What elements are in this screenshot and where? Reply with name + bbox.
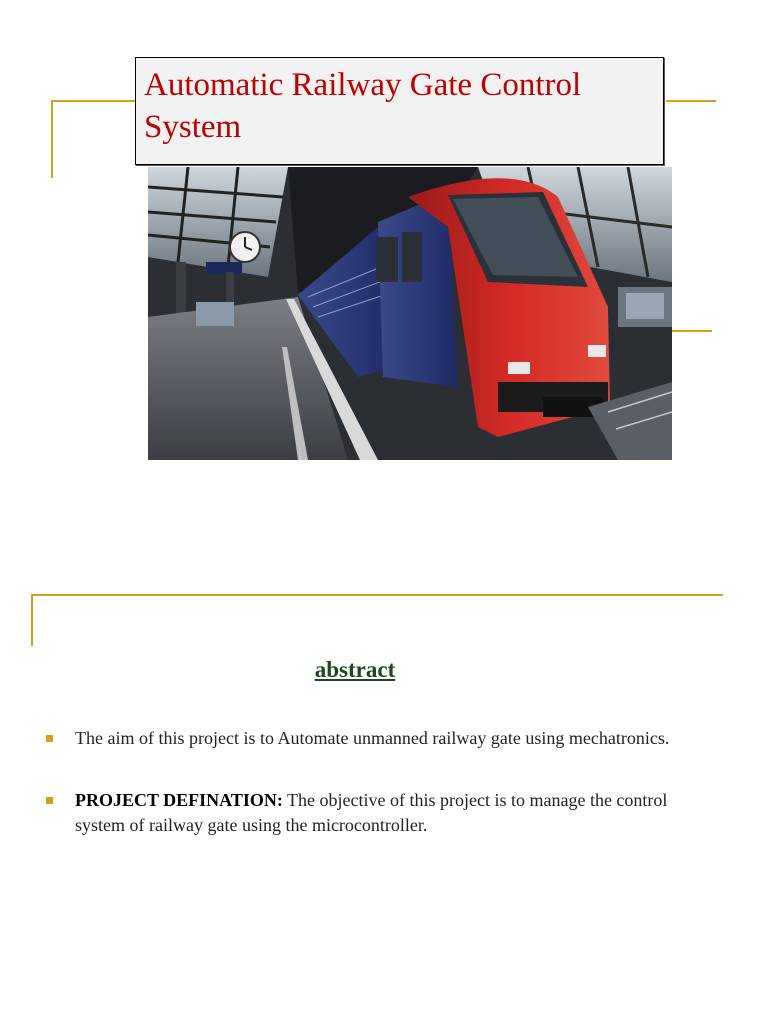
list-item	[44, 726, 694, 751]
list-item	[44, 788, 694, 838]
accent-line	[672, 330, 712, 332]
accent-line	[51, 100, 53, 178]
bullet-text: The aim of this project is to Automate unmanned railway gate using mechatronics.	[75, 728, 670, 748]
slide-title: Automatic Railway Gate Control System	[144, 67, 582, 145]
accent-line	[666, 100, 716, 102]
abstract-heading: abstract	[314, 657, 396, 682]
bullet-label: PROJECT DEFINATION:	[75, 790, 283, 810]
bullet-list	[44, 726, 694, 838]
square-bullet-icon	[46, 735, 53, 742]
accent-line	[31, 594, 723, 596]
accent-line	[31, 594, 33, 646]
bullet-text: The objective of this project is to manage the control system of railway gate using the microcontroller.	[75, 790, 668, 835]
slide-title-box	[135, 57, 664, 165]
square-bullet-icon	[46, 797, 53, 804]
train-photo-illustration	[148, 167, 672, 460]
train-station-photo	[148, 167, 672, 460]
accent-line	[51, 100, 139, 102]
